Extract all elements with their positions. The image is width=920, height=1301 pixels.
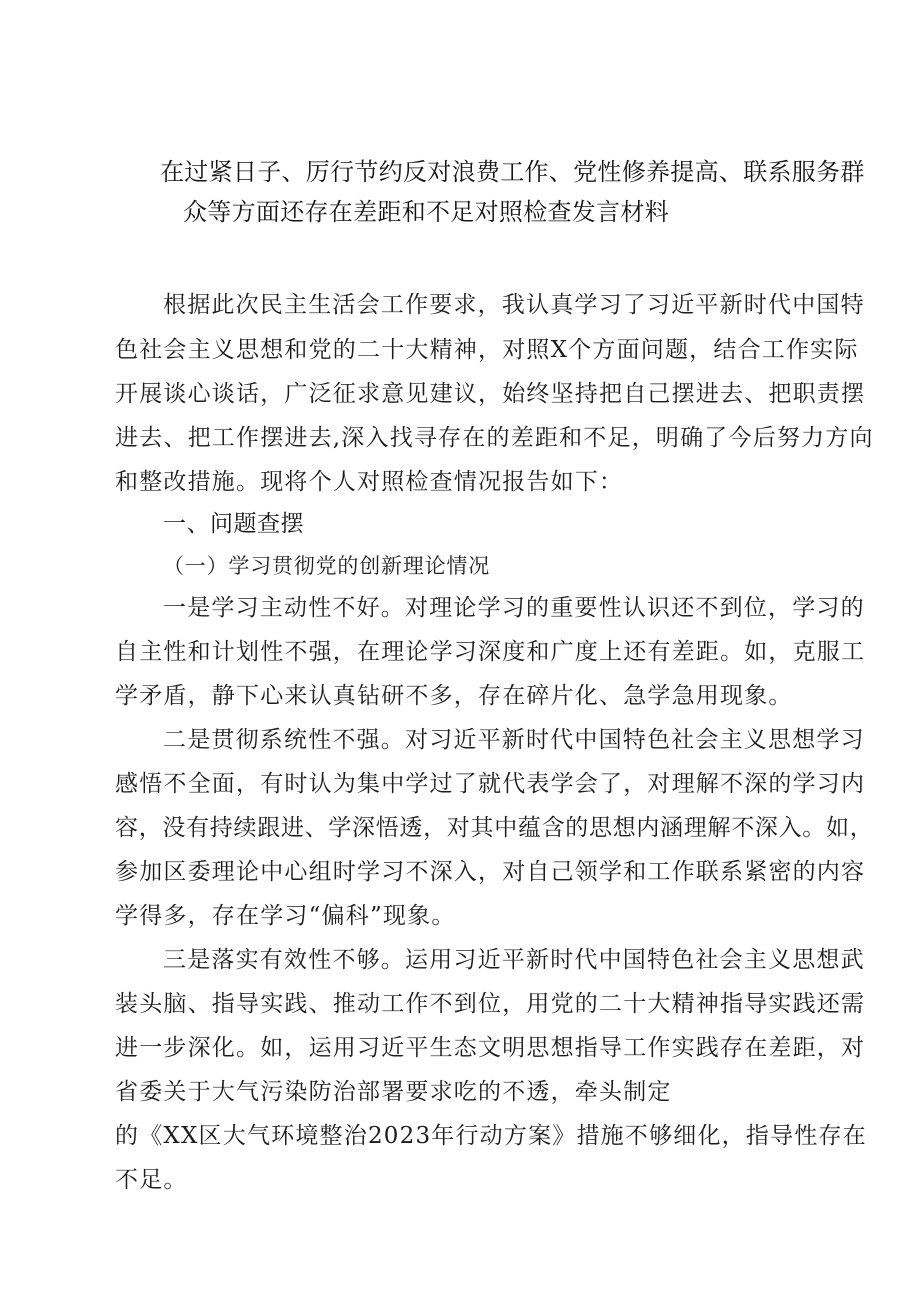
subsection-heading: （一）学习贯彻党的创新理论情况	[163, 554, 490, 578]
paragraph1-line-1: 一是学习主动性不好。对理论学习的重要性认识还不到位，学习的	[163, 595, 865, 621]
section-heading: 一、问题查摆	[163, 511, 304, 537]
intro-line-2: 色社会主义思想和党的二十大精神，对照X个方面问题，结合工作实际	[115, 337, 859, 363]
paragraph3-line-2: 装头脑、指导实践、推动工作不到位，用党的二十大精神指导实践还需	[115, 991, 866, 1017]
paragraph2-line-4: 参加区委理论中心组时学习不深入，对自己领学和工作联系紧密的内容	[115, 859, 866, 885]
paragraph3-line-5: 的《XX区大气环境整治2023年行动方案》措施不够细化，指导性存在	[115, 1123, 867, 1149]
paragraph1-line-2: 自主性和计划性不强，在理论学习深度和广度上还有差距。如，克服工	[115, 639, 866, 665]
intro-line-5: 和整改措施。现将个人对照检查情况报告如下：	[115, 469, 624, 495]
intro-line-1: 根据此次民主生活会工作要求，我认真学习了习近平新时代中国特	[163, 292, 865, 318]
intro-line-3: 开展谈心谈话，广泛征求意见建议，始终坚持把自己摆进去、把职责摆	[115, 381, 866, 407]
document-title-line-2: 众等方面还存在差距和不足对照检查发言材料	[183, 198, 669, 226]
paragraph3-line-1: 三是落实有效性不够。运用习近平新时代中国特色社会主义思想武	[163, 947, 865, 973]
intro-line-4: 进去、把工作摆进去,深入找寻存在的差距和不足，明确了今后努力方向	[115, 425, 874, 451]
paragraph2-line-3: 容，没有持续跟进、学深悟透，对其中蕴含的思想内涵理解不深入。如，	[115, 815, 874, 841]
document-title-line-1: 在过紧日子、厉行节约反对浪费工作、党性修养提高、联系服务群	[160, 158, 865, 186]
paragraph2-line-5: 学得多，存在学习“偏科”现象。	[115, 903, 456, 929]
paragraph1-line-3: 学矛盾，静下心来认真钻研不多，存在碎片化、急学急用现象。	[115, 683, 793, 709]
paragraph3-line-4: 省委关于大气污染防治部署要求吃的不透，牵头制定	[115, 1079, 672, 1105]
paragraph3-line-6: 不足。	[115, 1167, 188, 1193]
paragraph2-line-2: 感悟不全面，有时认为集中学过了就代表学会了，对理解不深的学习内	[115, 771, 866, 797]
paragraph3-line-3: 进一步深化。如，运用习近平生态文明思想指导工作实践存在差距，对	[115, 1035, 866, 1061]
paragraph2-line-1: 二是贯彻系统性不强。对习近平新时代中国特色社会主义思想学习	[163, 727, 865, 753]
